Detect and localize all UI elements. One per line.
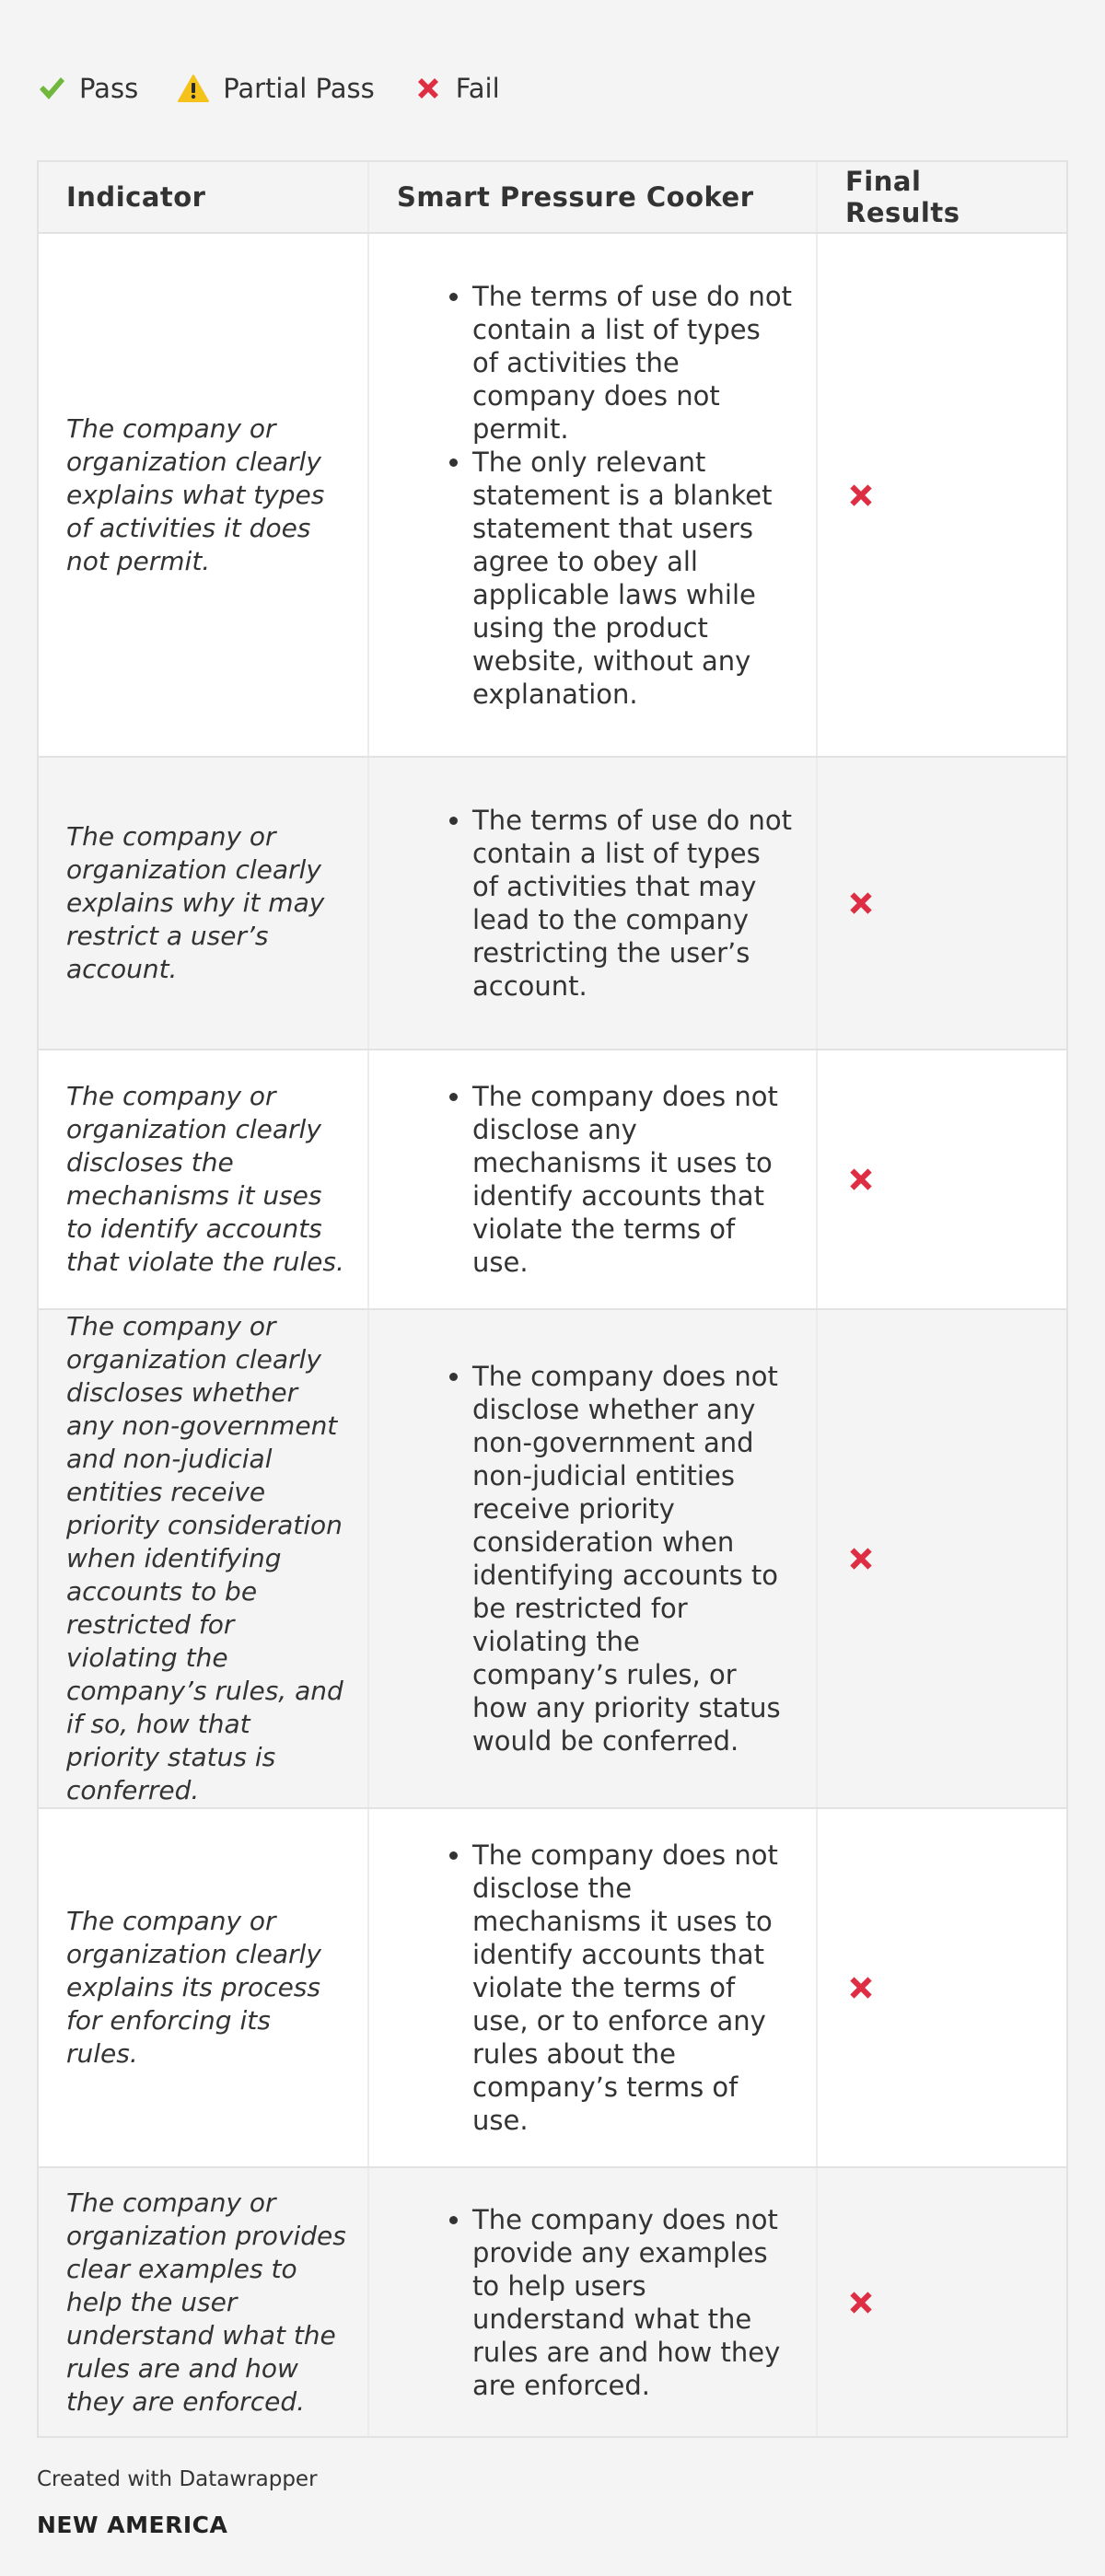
details-cell xyxy=(368,757,817,1050)
indicator-cell: The company or organization clearly discloses whether any non-government and non-judicial entities receive priority consideration when identifying accounts to be restricted for violating the company’s rules, and if so, how that priority status is conferred. xyxy=(39,1309,368,1808)
fail-cross-icon xyxy=(845,1543,877,1574)
details-item: • The company does not provide any examples to help users understand what the rules are and how they are enforced. xyxy=(472,2203,792,2402)
details-list xyxy=(397,1080,792,1279)
details-cell xyxy=(368,1808,817,2167)
indicator-cell: The company or organization clearly discloses the mechanisms it uses to identify accounts that violate the rules. xyxy=(39,1050,368,1309)
details-cell xyxy=(368,1309,817,1808)
result-cell xyxy=(817,1808,1066,2167)
table-row xyxy=(39,233,1066,757)
fail-cross-icon xyxy=(845,1972,877,2003)
legend-pass xyxy=(37,73,138,104)
details-item: • The terms of use do not contain a list of types of activities the company does not permit. xyxy=(472,280,792,446)
footer-credit[interactable]: Created with Datawrapper xyxy=(37,2467,318,2491)
indicator-cell: The company or organization provides clear examples to help the user understand what the rules are and how they are enforced. xyxy=(39,2167,368,2436)
indicator-cell: The company or organization clearly explains what types of activities it does not permit. xyxy=(39,233,368,757)
footer-brand[interactable]: NEW AMERICA xyxy=(37,2512,228,2538)
details-list xyxy=(397,1839,792,2137)
header-product[interactable]: Smart Pressure Cooker xyxy=(368,162,817,233)
table-row xyxy=(39,2167,1066,2436)
fail-cross-icon xyxy=(845,2287,877,2318)
results-table xyxy=(37,160,1068,2438)
result-cell xyxy=(817,2167,1066,2436)
details-cell xyxy=(368,1050,817,1309)
result-cell xyxy=(817,757,1066,1050)
cross-icon xyxy=(413,74,443,103)
details-list xyxy=(397,280,792,711)
details-list xyxy=(397,804,792,1003)
details-item: • The terms of use do not contain a list of types of activities that may lead to the company restricting the user’s account. xyxy=(472,804,792,1003)
details-list xyxy=(397,1360,792,1758)
indicator-cell: The company or organization clearly explains why it may restrict a user’s account. xyxy=(39,757,368,1050)
table-row xyxy=(39,1050,1066,1309)
table-header-row xyxy=(39,162,1066,233)
legend-fail-label: Fail xyxy=(455,73,500,104)
fail-cross-icon xyxy=(845,888,877,919)
result-cell xyxy=(817,1309,1066,1808)
legend-pass-label: Pass xyxy=(79,73,139,104)
details-list xyxy=(397,2203,792,2402)
legend-partial-pass-label: Partial Pass xyxy=(223,73,375,104)
legend-partial-pass xyxy=(177,73,375,104)
fail-cross-icon xyxy=(845,480,877,511)
legend-fail xyxy=(413,73,500,104)
details-cell xyxy=(368,2167,817,2436)
details-item: • The company does not disclose the mechanisms it uses to identify accounts that violate the terms of use, or to enforce any rules about the company’s terms of use. xyxy=(472,1839,792,2137)
details-cell xyxy=(368,233,817,757)
warning-icon xyxy=(177,74,210,103)
result-cell xyxy=(817,1050,1066,1309)
result-cell xyxy=(817,233,1066,757)
details-item: • The company does not disclose any mechanisms it uses to identify accounts that violate the terms of use. xyxy=(472,1080,792,1279)
check-icon xyxy=(37,74,66,103)
table-row xyxy=(39,1309,1066,1808)
table-row xyxy=(39,1808,1066,2167)
fail-cross-icon xyxy=(845,1164,877,1195)
header-indicator[interactable]: Indicator xyxy=(39,162,368,233)
table-row xyxy=(39,757,1066,1050)
details-item: • The only relevant statement is a blanket statement that users agree to obey all applicable laws while using the product website, without any explanation. xyxy=(472,446,792,711)
details-item: • The company does not disclose whether any non-government and non-judicial entities receive priority consideration when identifying accounts to be restricted for violating the company’s rules, or how any priority status would be conferred. xyxy=(472,1360,792,1758)
header-final-results[interactable]: Final Results xyxy=(817,162,1066,233)
legend xyxy=(37,68,539,109)
indicator-cell: The company or organization clearly explains its process for enforcing its rules. xyxy=(39,1808,368,2167)
